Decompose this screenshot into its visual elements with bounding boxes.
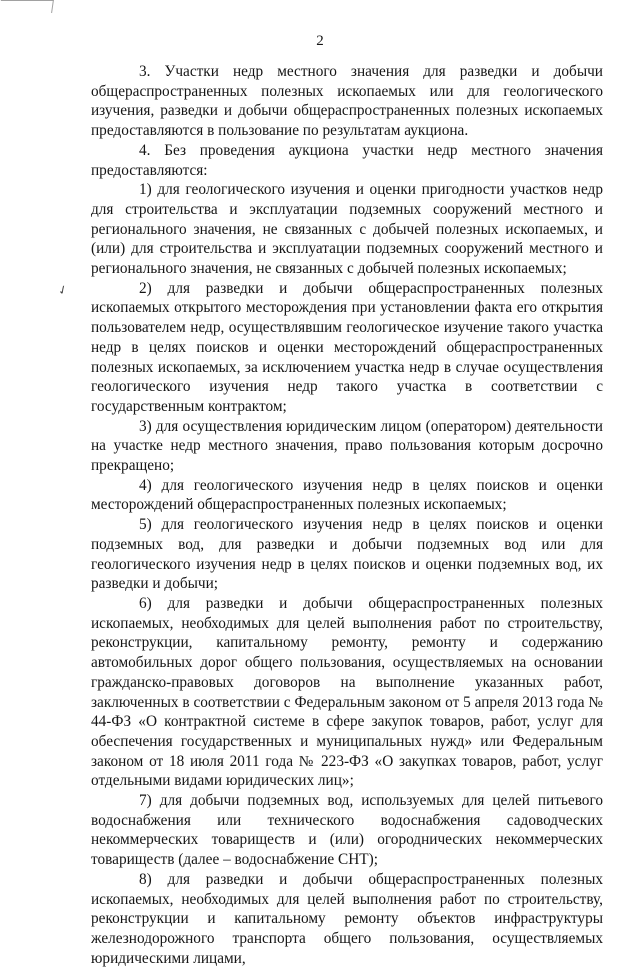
margin-check-mark: ✓: [55, 281, 71, 299]
list-item-7: 7) для добычи подземных вод, используемых для целей питьевого водоснабжения или технического водоснабжения садоводческих некоммерческих товариществ и (или) огороднических некоммерческих товариществ (далее – водоснабжение СНТ);: [91, 792, 603, 869]
list-item-4: 4) для геологического изучения недр в целях поисков и оценки месторождений общераспространенных полезных ископаемых;: [91, 476, 603, 514]
list-item-8: 8) для разведки и добычи общераспространенных полезных ископаемых, необходимых для целей выполнения работ по строительству, реконструкции и капитальному ремонту объектов инфраструктуры железнодорожного транспорта общего пользования, осуществляемых юридическими лицами,: [91, 870, 603, 967]
list-item-2: 2) для разведки и добычи общераспространенных полезных ископаемых открытого месторождения при установлении факта его открытия пользователем недр, осуществлявшим геологическое изучение такого участка недр в целях поисков и оценки месторождений общераспространенных полезных ископаемых, за исключением участка недр в случае осуществления геологического изучения недр такого участка в соответствии с государственным контрактом;: [91, 279, 603, 415]
page-number: 2: [316, 33, 324, 49]
paragraph-3-auction: 3. Участки недр местного значения для разведки и добычи общераспространенных полезных ископаемых или для геологического изучения, разведки и добычи общераспространенных полезных ископаемых предоставляются в пользование по результатам аукциона.: [91, 63, 603, 140]
list-item-6: 6) для разведки и добычи общераспространенных полезных ископаемых, необходимых для целей выполнения работ по строительству, реконструкции, капитальному ремонту, ремонту и содержанию автомобильных дорог общего пользования, осуществляемых на основании гражданско-правовых договоров на выполнение указанных работ, заключенных в соответствии с Федеральным законом от 5 апреля 2013 года № 44-ФЗ «О контрактной системе в сфере закупок товаров, работ, услуг для обеспечения государственных и муниципальных нужд» или Федеральным законом от 18 июля 2011 года № 223-ФЗ «О закупках товаров, работ, услуг отдельными видами юридических лиц»;: [91, 594, 603, 790]
document-body: [91, 62, 603, 968]
paragraph-4-without-auction: 4. Без проведения аукциона участки недр местного значения предоставляются:: [91, 141, 603, 179]
list-item-5: 5) для геологического изучения недр в целях поисков и оценки подземных вод, для разведки и добычи подземных вод или для геологического изучения недр в целях поисков и оценки подземных вод, их разведки и добычи;: [91, 516, 603, 593]
scan-edge-mark: [0, 0, 54, 13]
list-item-1: 1) для геологического изучения и оценки пригодности участков недр для строительства и эксплуатации подземных сооружений местного и регионального значения, не связанных с добычей полезных ископаемых, и (или) для строительства и эксплуатации подземных сооружений местного и регионального значения, не связанных с добычей полезных ископаемых;: [91, 181, 603, 278]
list-item-3: 3) для осуществления юридическим лицом (оператором) деятельности на участке недр местного значения, право пользования которым досрочно прекращено;: [91, 417, 603, 475]
